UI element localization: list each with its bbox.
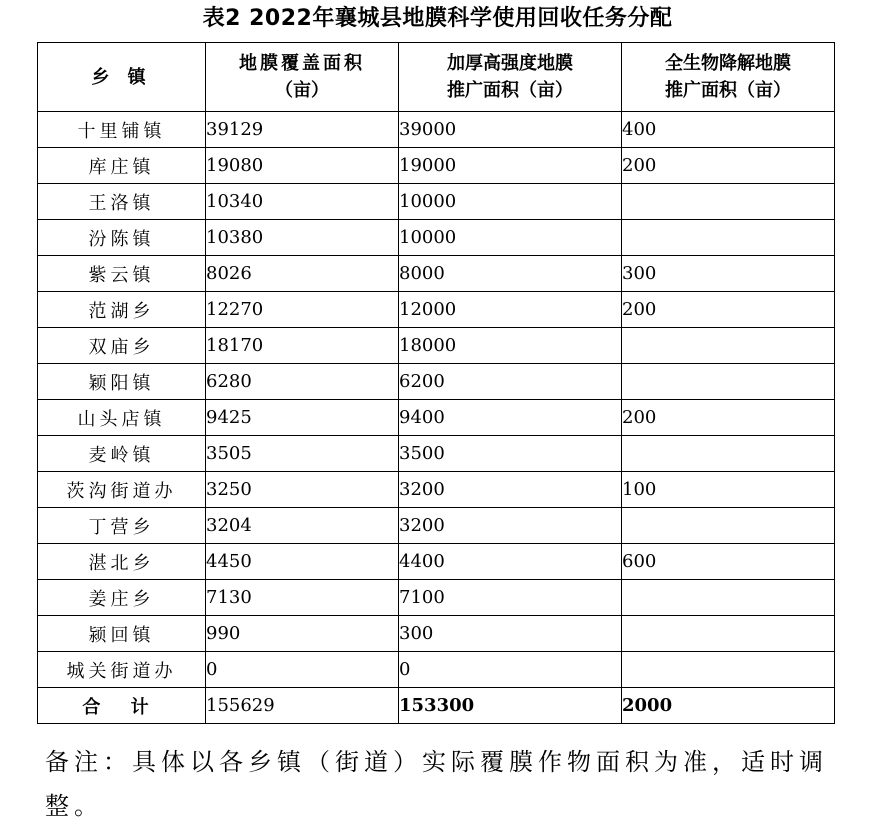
cell-thick-film: 39000 xyxy=(399,112,622,148)
cell-bio-film: 600 xyxy=(622,544,835,580)
cell-coverage: 990 xyxy=(206,616,399,652)
header-coverage xyxy=(206,43,399,112)
cell-bio-film: 400 xyxy=(622,112,835,148)
header-thick-line1: 加厚高强度地膜 xyxy=(447,53,573,74)
cell-coverage: 3204 xyxy=(206,508,399,544)
cell-bio-film xyxy=(622,220,835,256)
cell-thick-film: 9400 xyxy=(399,400,622,436)
cell-total-thick-film: 153300 xyxy=(399,688,622,724)
cell-coverage: 39129 xyxy=(206,112,399,148)
cell-bio-film xyxy=(622,436,835,472)
cell-thick-film: 3200 xyxy=(399,508,622,544)
cell-thick-film: 12000 xyxy=(399,292,622,328)
cell-coverage: 6280 xyxy=(206,364,399,400)
table-row xyxy=(38,544,835,580)
cell-thick-film: 6200 xyxy=(399,364,622,400)
cell-town: 王洛镇 xyxy=(38,184,206,220)
table-row xyxy=(38,436,835,472)
task-allocation-table xyxy=(37,42,835,724)
cell-coverage: 10340 xyxy=(206,184,399,220)
cell-coverage: 18170 xyxy=(206,328,399,364)
cell-bio-film xyxy=(622,328,835,364)
cell-thick-film: 10000 xyxy=(399,220,622,256)
footnote: 备注：具体以各乡镇（街道）实际覆膜作物面积为准，适时调整。 xyxy=(45,748,828,820)
cell-town: 范湖乡 xyxy=(38,292,206,328)
cell-coverage: 3505 xyxy=(206,436,399,472)
cell-thick-film: 0 xyxy=(399,652,622,688)
cell-total-bio-film: 2000 xyxy=(622,688,835,724)
table-row xyxy=(38,652,835,688)
table-row xyxy=(38,400,835,436)
header-town-label: 乡 镇 xyxy=(91,66,152,88)
table-row xyxy=(38,364,835,400)
cell-town: 山头店镇 xyxy=(38,400,206,436)
cell-thick-film: 7100 xyxy=(399,580,622,616)
table-row xyxy=(38,112,835,148)
cell-town: 颖阳镇 xyxy=(38,364,206,400)
cell-bio-film xyxy=(622,616,835,652)
cell-total-coverage: 155629 xyxy=(206,688,399,724)
table-header-row xyxy=(38,43,835,112)
cell-town: 姜庄乡 xyxy=(38,580,206,616)
cell-thick-film: 19000 xyxy=(399,148,622,184)
cell-thick-film: 300 xyxy=(399,616,622,652)
cell-total-label: 合 计 xyxy=(38,688,206,724)
cell-town: 库庄镇 xyxy=(38,148,206,184)
cell-coverage: 4450 xyxy=(206,544,399,580)
cell-town: 颍回镇 xyxy=(38,616,206,652)
header-coverage-line2: （亩） xyxy=(275,80,329,101)
cell-town: 双庙乡 xyxy=(38,328,206,364)
cell-bio-film xyxy=(622,184,835,220)
cell-bio-film: 200 xyxy=(622,292,835,328)
header-thick-film xyxy=(399,43,622,112)
cell-coverage: 12270 xyxy=(206,292,399,328)
cell-bio-film xyxy=(622,580,835,616)
cell-thick-film: 8000 xyxy=(399,256,622,292)
cell-coverage: 8026 xyxy=(206,256,399,292)
header-coverage-line1: 地膜覆盖面积 xyxy=(239,53,365,74)
cell-coverage: 19080 xyxy=(206,148,399,184)
cell-thick-film: 10000 xyxy=(399,184,622,220)
header-thick-line2: 推广面积（亩） xyxy=(447,80,573,101)
table-row xyxy=(38,148,835,184)
header-town xyxy=(38,43,206,112)
cell-coverage: 0 xyxy=(206,652,399,688)
header-bio-line2: 推广面积（亩） xyxy=(665,80,791,101)
cell-town: 麦岭镇 xyxy=(38,436,206,472)
cell-thick-film: 3200 xyxy=(399,472,622,508)
cell-bio-film xyxy=(622,652,835,688)
cell-town: 丁营乡 xyxy=(38,508,206,544)
cell-town: 汾陈镇 xyxy=(38,220,206,256)
cell-thick-film: 4400 xyxy=(399,544,622,580)
cell-coverage: 3250 xyxy=(206,472,399,508)
cell-town: 十里铺镇 xyxy=(38,112,206,148)
cell-bio-film: 300 xyxy=(622,256,835,292)
cell-town: 茨沟街道办 xyxy=(38,472,206,508)
table-row xyxy=(38,184,835,220)
cell-bio-film: 200 xyxy=(622,148,835,184)
table-title: 表2 2022年襄城县地膜科学使用回收任务分配 xyxy=(202,6,673,31)
cell-bio-film xyxy=(622,364,835,400)
header-bio-film xyxy=(622,43,835,112)
table-body xyxy=(38,112,835,724)
table-row xyxy=(38,328,835,364)
table-row xyxy=(38,580,835,616)
header-bio-line1: 全生物降解地膜 xyxy=(665,53,791,74)
cell-coverage: 10380 xyxy=(206,220,399,256)
cell-coverage: 9425 xyxy=(206,400,399,436)
cell-town: 城关街道办 xyxy=(38,652,206,688)
table-row xyxy=(38,472,835,508)
cell-bio-film xyxy=(622,508,835,544)
cell-town: 紫云镇 xyxy=(38,256,206,292)
table-row xyxy=(38,616,835,652)
cell-town: 湛北乡 xyxy=(38,544,206,580)
table-row xyxy=(38,256,835,292)
table-row xyxy=(38,508,835,544)
table-row xyxy=(38,220,835,256)
cell-bio-film: 200 xyxy=(622,400,835,436)
cell-coverage: 7130 xyxy=(206,580,399,616)
cell-thick-film: 18000 xyxy=(399,328,622,364)
table-total-row xyxy=(38,688,835,724)
table-row xyxy=(38,292,835,328)
cell-bio-film: 100 xyxy=(622,472,835,508)
cell-thick-film: 3500 xyxy=(399,436,622,472)
